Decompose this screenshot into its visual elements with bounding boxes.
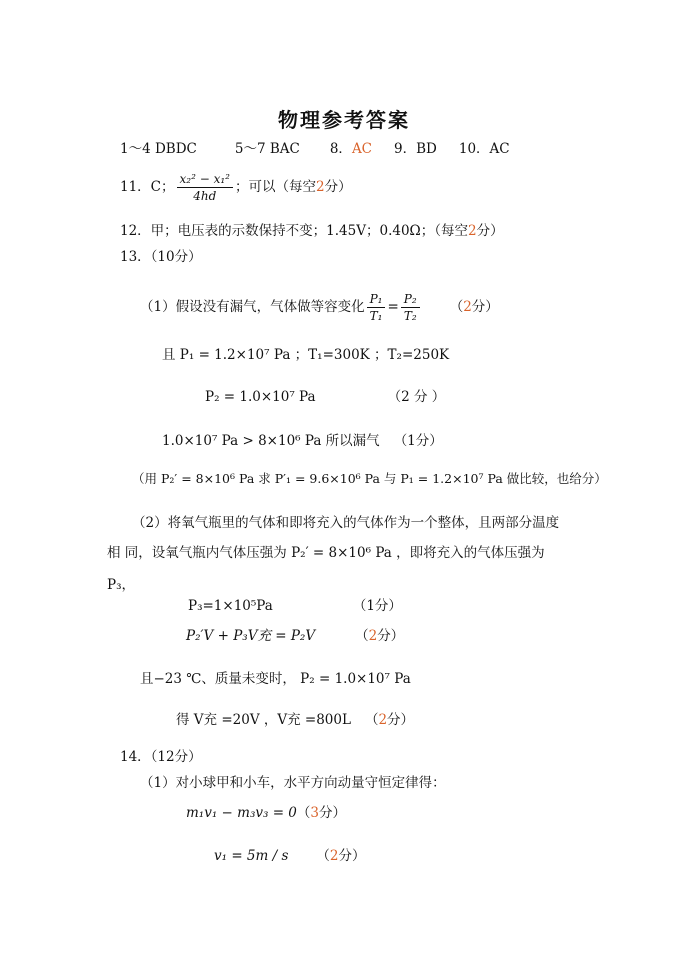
q13-f1-denominator: T₁ — [369, 309, 383, 323]
page-title: 物理参考答案 — [278, 108, 410, 132]
q14-eq1-score: 3 — [310, 805, 319, 821]
q14-eq1: m₁v₁ − m₃v₃ = 0 — [186, 805, 297, 821]
q11-line — [120, 172, 352, 203]
answer-1-4: 1～4 DBDC — [120, 141, 197, 157]
q13-p2-result: P₂ = 1.0×10⁷ Pa — [205, 389, 316, 405]
q13-alt-note: （用 P₂′ = 8×10⁶ Pa 求 P′₁ = 9.6×10⁶ Pa 与 P₁ = 1.2×10⁷ Pa 做比较，也给分） — [132, 471, 607, 486]
answer-8: AC — [351, 141, 373, 157]
q13-f2-numerator: P₂ — [401, 292, 420, 308]
q13-result-score-open: （ — [364, 712, 379, 728]
q13-result-score-close: 分） — [387, 712, 415, 728]
q14-eq2-line — [214, 847, 365, 865]
q11-score: 2 — [315, 179, 325, 195]
q13-given: 且 P₁ = 1.2×10⁷ Pa ；T₁=300K ；T₂=250K — [162, 347, 450, 363]
q11-denominator: 4hd — [193, 189, 217, 203]
q11-numerator: x₂² − x₁² — [177, 172, 233, 188]
q13-p3-line — [188, 597, 402, 615]
q13-p3-eq: P₃=1×10⁵Pa — [188, 598, 273, 614]
q13-mix-score-open: （ — [355, 628, 369, 644]
q13-p2-score: （2 分 ） — [387, 389, 446, 405]
q11-fraction — [177, 172, 233, 203]
q12-text: 12．甲；电压表的示数保持不变；1.45V；0.40Ω；（每空 — [120, 223, 468, 239]
answer-5-7: 5～7 BAC — [234, 141, 300, 157]
answer-10: 10．AC — [458, 141, 510, 157]
q13-compare-score: （1分） — [393, 433, 443, 449]
q13-f1-numerator: P₁ — [367, 292, 386, 308]
answer-8-number: 8． — [329, 141, 352, 157]
q12-score: 2 — [468, 223, 477, 239]
answer-9: 9．BD — [394, 141, 437, 157]
q14-eq1-score-open: （ — [296, 805, 311, 821]
q13-fraction-1 — [367, 292, 386, 323]
q11-suffix-a: ；可以（每空 — [234, 179, 316, 195]
q14-eq1-line — [186, 804, 346, 822]
q13-mix-line — [186, 627, 404, 645]
q13-part1-text: （1）假设没有漏气，气体做等容变化 — [140, 299, 365, 315]
q13-condition: 且−23 ℃、质量未变时， P₂ = 1.0×10⁷ Pa — [140, 671, 411, 687]
q14-header: 14．（12分） — [120, 749, 202, 765]
q11-suffix-b: 分） — [324, 179, 352, 195]
q13-equals: = — [387, 299, 399, 315]
q12-suffix: 分） — [476, 223, 504, 239]
q13-part1-score: 2 — [463, 299, 472, 315]
q14-eq2-score: 2 — [329, 848, 339, 864]
q13-compare-line — [162, 432, 443, 450]
q13-part1-score-close: 分） — [471, 299, 499, 315]
q12-line — [120, 222, 504, 240]
q14-eq2: v₁ = 5m / s — [214, 848, 289, 864]
q13-f2-denominator: T₂ — [403, 309, 417, 323]
q13-part1-line — [140, 292, 499, 323]
q13-part1-score-open: （ — [449, 299, 464, 315]
q13-result-score: 2 — [378, 712, 388, 728]
q13-part2-line3: P₃， — [107, 577, 135, 593]
q13-p2-line — [205, 388, 445, 406]
q13-result: 得 V充 =20V ，V充 =800L — [176, 712, 351, 728]
q13-mix-score-close: 分） — [377, 628, 405, 644]
q14-part1-text: （1）对小球甲和小车，水平方向动量守恒定律得： — [140, 775, 446, 791]
q13-mix-eq: P₂′V + P₃V充 = P₂V — [186, 628, 316, 644]
q13-result-line — [176, 711, 414, 729]
q14-eq1-score-close: 分） — [318, 805, 346, 821]
q13-compare: 1.0×10⁷ Pa > 8×10⁶ Pa 所以漏气 — [162, 433, 380, 449]
q13-part2-line2: 相 同，设氧气瓶内气体压强为 P₂′ = 8×10⁶ Pa ，即将充入的气体压强为 — [107, 545, 545, 561]
q14-eq2-score-open: （ — [316, 848, 330, 864]
q13-part2-line1: （2）将氧气瓶里的气体和即将充入的气体作为一个整体，且两部分温度 — [132, 515, 560, 531]
choice-answers-line — [120, 140, 510, 158]
q13-header: 13．（10分） — [120, 249, 202, 265]
q13-p3-score: （1分） — [352, 598, 402, 614]
q14-eq2-score-close: 分） — [338, 848, 366, 864]
q13-mix-score: 2 — [368, 628, 378, 644]
q11-prefix: 11．C； — [120, 179, 175, 195]
q13-fraction-2 — [401, 292, 420, 323]
